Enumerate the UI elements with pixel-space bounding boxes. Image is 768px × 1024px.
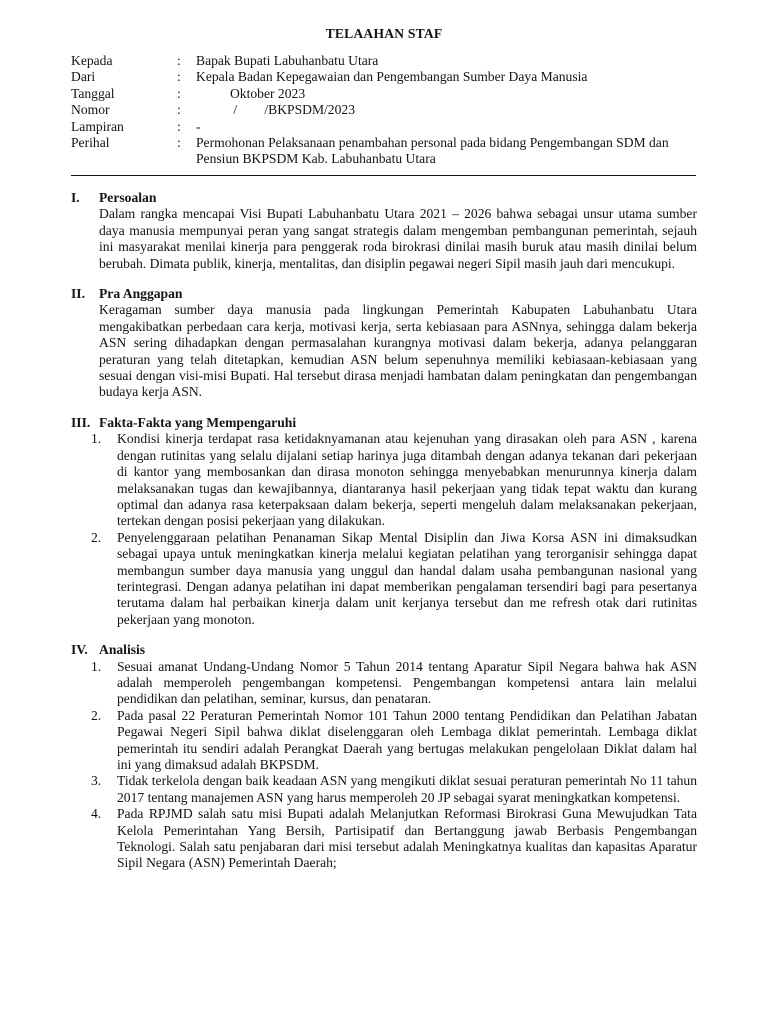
meta-colon: : bbox=[177, 53, 181, 68]
list-number: 2. bbox=[91, 707, 102, 723]
meta-colon: : bbox=[177, 135, 181, 151]
meta-value: Oktober 2023 bbox=[196, 85, 306, 101]
section-heading bbox=[71, 190, 697, 206]
document-title: TELAAHAN STAF bbox=[325, 26, 443, 41]
section-paragraph: Keragaman sumber daya manusia pada lingkungan Pemerintah Kabupaten Labuhanbatu Utara mengakibatkan perbedaan cara kerja, motivasi kerja, serta kebiasaan para ASNnya, sehingga dalam bekerja ASN sering dihadapkan dengan permasalahan kurangnya motivasi dalam bekerja, adanya pelanggaran peraturan yang telah ditetapkan, kemudian ASN belum sepenuhnya memiliki kebiasaan-kebiasaan yang sesuai dengan visi-misi Bupati. Hal tersebut dirasa menjadi hambatan dalam peningkatan dan pengembangan budaya kerja ASN. bbox=[99, 302, 697, 400]
meta-value: / /BKPSDM/2023 bbox=[196, 102, 355, 118]
section-number: I. bbox=[71, 190, 80, 205]
list-text: Penyelenggaraan pelatihan Penanaman Sikap Mental Disiplin dan Jiwa Korsa ASN ini dimaksudkan sebagai upaya untuk meningkatkan kinerja melalui kegiatan pelatihan yang terorganisir sehingga dapat membangun sumber daya manusia yang unggul dan handal dalam usaha pembangunan nasional yang terintegrasi. Dengan adanya pelatihan ini dapat memberikan pengalaman tersendiri bagi para pesertanya terutama dalam hal perbaikan kinerja dalam unit kerjanya tersebut dan me refresh otak dari rutinitas pekerjaan yang monoton. bbox=[117, 529, 697, 627]
list-item bbox=[91, 659, 697, 708]
meta-label: Lampiran bbox=[71, 118, 124, 134]
meta-row-dari bbox=[71, 69, 711, 85]
section-fakta bbox=[71, 415, 697, 628]
header-divider bbox=[71, 175, 696, 176]
meta-colon: : bbox=[177, 102, 181, 118]
section-title: Pra Anggapan bbox=[99, 286, 183, 302]
list-text: Tidak terkelola dengan baik keadaan ASN yang mengikuti diklat sesuai peraturan pemerintah No 11 tahun 2017 tentang manajemen ASN yang harus memperoleh 20 JP sebagai syarat meningkatkan kompetensi. bbox=[117, 773, 697, 805]
meta-row-nomor bbox=[71, 102, 711, 118]
meta-row-perihal bbox=[71, 135, 711, 168]
meta-label: Perihal bbox=[71, 135, 110, 151]
list-item bbox=[91, 431, 697, 529]
list-item bbox=[91, 708, 697, 774]
section-title: Analisis bbox=[99, 642, 146, 658]
list-number: 2. bbox=[91, 529, 102, 545]
section-number: II. bbox=[71, 286, 85, 302]
memo-header bbox=[71, 53, 711, 168]
meta-value: Bapak Bupati Labuhanbatu Utara bbox=[196, 53, 379, 68]
section-title: Fakta-Fakta yang Mempengaruhi bbox=[99, 414, 297, 430]
numbered-list bbox=[91, 659, 697, 872]
section-analisis bbox=[71, 642, 697, 872]
meta-colon: : bbox=[177, 69, 181, 85]
meta-colon: : bbox=[177, 118, 181, 134]
meta-value: - bbox=[196, 118, 201, 134]
section-heading bbox=[71, 286, 697, 302]
meta-label: Dari bbox=[71, 69, 96, 85]
meta-label: Kepada bbox=[71, 53, 113, 68]
meta-row-kepada bbox=[71, 53, 711, 69]
section-paragraph: Dalam rangka mencapai Visi Bupati Labuhanbatu Utara 2021 – 2026 bahwa sebagai unsur utama sumber daya manusia mempunyai peran yang sangat strategis dalam mengemban pembangunan pemerintah, sejauh ini masyarakat menilai kinerja para penggerak roda birokrasi dinilai masih buruk atau masih dinilai belum berubah. Dimata publik, kinerja, mentalitas, dan disiplin pegawai negeri Sipil masih jauh dari mencukupi. bbox=[99, 206, 697, 271]
list-text: Pada pasal 22 Peraturan Pemerintah Nomor 101 Tahun 2000 tentang Pendidikan dan Pelatihan Jabatan Pegawai Negeri Sipil bahwa diklat diselenggaran oleh Lembaga diklat pemerintah. Lembaga diklat pemerintah itu sendiri adalah Perangkat Daerah yang bertugas melakukan pengelolaan Diklat dalam hal ini yang dimaksud adalah BKPSDM. bbox=[117, 707, 697, 772]
section-heading bbox=[71, 415, 697, 431]
section-heading bbox=[71, 642, 697, 658]
meta-label: Tanggal bbox=[71, 85, 115, 101]
list-number: 4. bbox=[91, 806, 102, 822]
meta-label: Nomor bbox=[71, 102, 110, 118]
section-title: Persoalan bbox=[99, 190, 157, 205]
section-number: III. bbox=[71, 414, 91, 430]
meta-row-tanggal bbox=[71, 86, 711, 102]
list-number: 3. bbox=[91, 773, 102, 789]
meta-value: Kepala Badan Kepegawaian dan Pengembangan Sumber Daya Manusia bbox=[196, 69, 588, 85]
list-item bbox=[91, 530, 697, 628]
numbered-list bbox=[91, 431, 697, 628]
list-text: Kondisi kinerja terdapat rasa ketidaknyamanan atau kejenuhan yang dirasakan oleh para ASN , karena dengan rutinitas yang selalu dijalani setiap harinya juga ditambah dengan adanya tekanan dari pekerjaan di kantor yang membosankan dan dirasa monoton sehingga menyebabkan menurunnya kinerja dalam melaksanakan tugas dan kewajibannya, diantaranya hasil pekerjaan yang tidak tepat waktu dan kurang optimal dan adanya rasa keterpaksaan dalam bekerja, seperti mengeluh dalam melaksanakan pekerjaan, tertekan dengan posisi pekerjaan yang dilakukan. bbox=[117, 431, 697, 529]
list-number: 1. bbox=[91, 658, 102, 674]
list-item bbox=[91, 773, 697, 806]
section-pra-anggapan bbox=[71, 286, 697, 401]
meta-colon: : bbox=[177, 85, 181, 101]
list-number: 1. bbox=[91, 431, 102, 447]
list-item bbox=[91, 806, 697, 872]
list-text: Pada RPJMD salah satu misi Bupati adalah Melanjutkan Reformasi Birokrasi Guna Mewujudkan Tata Kelola Pemerintahan Yang Bersih, Partisipatif dan Bertanggung jawab Berbasis Pengembangan Teknologi. Salah satu penjabaran dari misi tersebut adalah Meningkatnya kualitas dan kapasitas Aparatur Sipil Negara (ASN) Pemerintah Daerah; bbox=[117, 806, 697, 871]
list-text: Sesuai amanat Undang-Undang Nomor 5 Tahun 2014 tentang Aparatur Sipil Negara bahwa hak ASN adalah memperoleh pengembangan kompetensi. Pengembangan kompetensi antara lain melalui pendidikan dan pelatihan, seminar, kursus, dan penataran. bbox=[117, 658, 697, 707]
document-body bbox=[71, 190, 697, 886]
section-number: IV. bbox=[71, 642, 88, 658]
meta-row-lampiran bbox=[71, 119, 711, 135]
meta-value: Permohonan Pelaksanaan penambahan personal pada bidang Pengembangan SDM dan Pensiun BKPSDM Kab. Labuhanbatu Utara bbox=[196, 135, 669, 167]
section-persoalan bbox=[71, 190, 697, 272]
